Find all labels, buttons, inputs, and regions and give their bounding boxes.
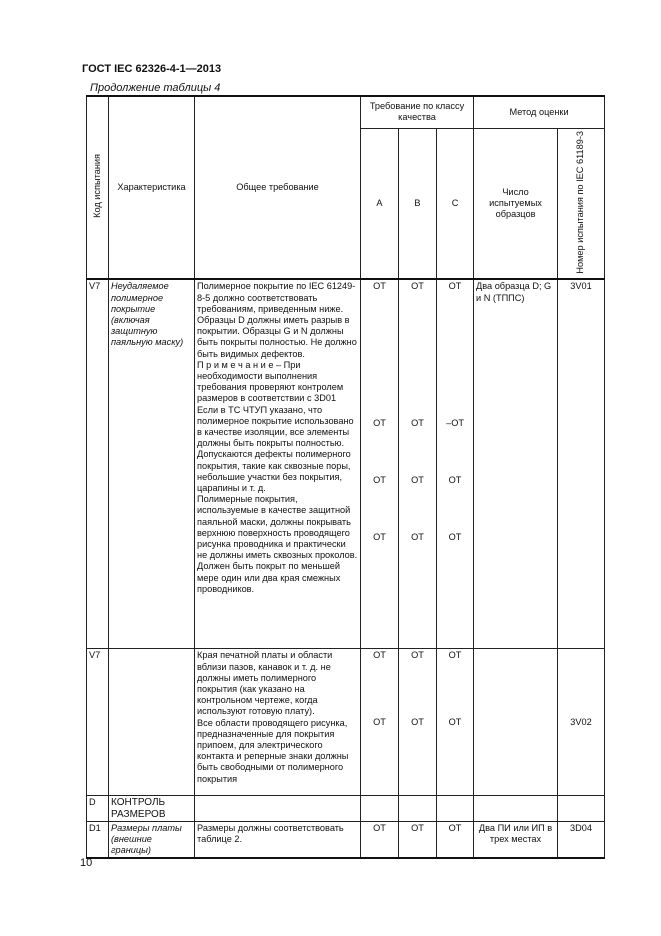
document-title: ГОСТ IEC 62326-4-1—2013 [82,63,222,75]
requirement-paragraph: Полимерное покрытие по IEC 61249-8-5 должно соответствовать требованиям, приведенным ниже. Образцы D должны иметь разрыв в покрытии. Образцы G и N должны быть покрыты полностью. Не должно быть видимых дефектов. [197,281,357,359]
header-test-number: Номер испытания по IEC 61189-3 [558,128,605,279]
requirement-note: П р и м е ч а н и е – При необходимости выполнения требования проверяют контролем размеров в соответствии с 3D01 [197,359,344,404]
row-code: D [87,796,109,821]
sample-count-cell: Два образца D; G и N (ТППС) [474,279,558,649]
header-code: Код испытания [87,96,109,279]
header-class-a: A [361,128,399,279]
test-number-cell: 3V02 [558,649,605,796]
header-class-requirement: Требование по классу качества [361,96,474,128]
class-a-cell: ОТ [361,821,399,858]
test-number-cell: 3V01 [558,279,605,649]
header-evaluation-method: Метод оценки [474,96,605,128]
class-c-cell: ОТ [437,821,474,858]
requirements-table [86,95,605,859]
requirement-paragraph: Если в ТС ЧТУП указано, что полимерное покрытие использовано в качестве изоляции, все элементы должны быть покрыты полностью. [197,404,354,449]
class-b-cell: ОТ [399,821,437,858]
row-characteristic: Размеры платы (внешние границы) [109,821,195,858]
header-sample-count: Число испытуемых образцов [474,128,558,279]
row-requirement [195,649,361,796]
class-c-cell: ОТ ОТ [437,649,474,796]
row-requirement: Размеры должны соответствовать таблице 2. [195,821,361,858]
class-c-cell: ОТ –ОТ ОТ ОТ [437,279,474,649]
row-code: V7 [87,279,109,649]
header-class-c: C [437,128,474,279]
table-continuation-caption: Продолжение таблицы 4 [90,82,221,94]
sample-count-cell [474,649,558,796]
row-code: D1 [87,821,109,858]
requirement-paragraph: Допускаются дефекты полимерного покрытия, такие как сквозные поры, небольшие участки без покрытия, царапины и т. д. [197,449,351,493]
row-characteristic [109,649,195,796]
class-b-cell: ОТ ОТ [399,649,437,796]
header-general-requirement: Общее требование [195,96,361,279]
row-requirement [195,279,361,649]
row-code: V7 [87,649,109,796]
requirement-paragraph: Все области проводящего рисунка, предназначенные для покрытия припоем, для электрического контакта и реперные знаки должны быть свободными от полимерного покрытия [197,717,349,784]
row-characteristic: Неудаляемое полимерное покрытие (включая защитную паяльную маску) [109,279,195,649]
header-class-b: B [399,128,437,279]
section-heading: КОНТРОЛЬ РАЗМЕРОВ [109,796,195,821]
header-characteristic: Характеристика [109,96,195,279]
sample-count-cell: Два ПИ или ИП в трех местах [474,821,558,858]
class-a-cell: ОТ ОТ [361,649,399,796]
requirement-paragraph: Полимерные покрытия, используемые в качестве защитной паяльной маски, должны покрывать верхнюю поверхность проводящего рисунка проводника и практически не должны иметь сквозных проколов. Должен быть покрыт по меньшей мере один или два края смежных проводников. [197,494,358,594]
page-number: 10 [80,857,93,869]
class-a-cell: ОТ ОТ ОТ ОТ [361,279,399,649]
class-b-cell: ОТ ОТ ОТ ОТ [399,279,437,649]
requirement-paragraph: Края печатной платы и области вблизи пазов, канавок и т. д. не должны иметь полимерного покрытия (как указано на контрольном чертеже, когда используют готовую плату). [197,650,333,717]
test-number-cell: 3D04 [558,821,605,858]
